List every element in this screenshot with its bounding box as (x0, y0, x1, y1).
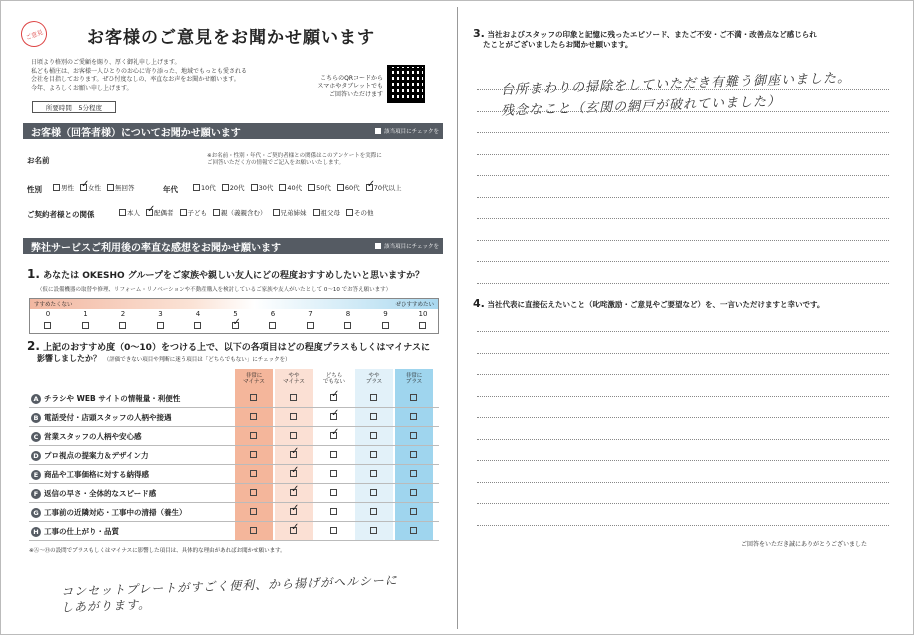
privacy-note (207, 153, 382, 167)
matrix-row-key: A (31, 394, 41, 404)
matrix-row-key: H (31, 527, 41, 537)
q1-sub: （仮に設備機器の取替や修理、リフォーム・リノベーションや不動産購入を検討しているご家族や友人がいたとして 0〜10 でお答え願います） (37, 287, 392, 293)
matrix-row-label (31, 393, 180, 404)
qr-caption-line: こちらのQRコードから (320, 75, 383, 82)
q3-number: 3. (473, 27, 485, 40)
answer-line[interactable] (477, 89, 889, 90)
nps-number: 10 (418, 310, 428, 318)
checkbox-icon[interactable] (222, 184, 229, 191)
relation-option[interactable] (346, 208, 374, 217)
q2-handwriting-line: しあがります。 (60, 597, 152, 615)
relation-option-label: 祖父母 (320, 209, 340, 217)
matrix-checkbox[interactable] (370, 508, 377, 515)
matrix-row-label (31, 507, 187, 518)
age-option-label: 60代 (344, 184, 360, 192)
answer-line[interactable] (477, 439, 889, 440)
nps-checkbox[interactable] (419, 322, 426, 329)
checkbox-icon[interactable] (80, 184, 87, 191)
matrix-row-label (31, 469, 149, 480)
matrix-checkbox[interactable] (250, 394, 257, 401)
matrix-row (29, 522, 439, 541)
section-title: お客様（回答者様）についてお聞かせ願います (31, 127, 241, 139)
matrix-checkbox[interactable] (330, 432, 337, 439)
matrix-column-header: 非常に プラス (405, 372, 423, 385)
matrix-checkbox[interactable] (250, 432, 257, 439)
matrix-checkbox[interactable] (410, 527, 417, 534)
matrix-row-text: 工事の仕上がり・品質 (44, 527, 119, 536)
nps-options (30, 309, 438, 335)
check-note-text: 該当項目にチェックを (384, 244, 439, 250)
checkbox-icon (375, 128, 381, 134)
matrix-row-text: 商品や工事価格に対する納得感 (44, 470, 149, 479)
intro-line: 今年、よろしくお願い申し上げます。 (31, 84, 133, 92)
answer-line[interactable] (477, 218, 889, 219)
age-option[interactable] (193, 183, 216, 192)
matrix-row (29, 389, 439, 408)
qr-caption (297, 75, 383, 99)
matrix-checkbox[interactable] (250, 413, 257, 420)
q2-number: 2. (27, 339, 40, 353)
center-divider (457, 7, 458, 629)
checkbox-icon[interactable] (213, 209, 220, 216)
matrix-row-text: 営業スタッフの人柄や安心感 (44, 432, 142, 441)
matrix-row-text: プロ視点の提案力＆デザイン力 (44, 451, 149, 460)
matrix-checkbox[interactable] (370, 451, 377, 458)
age-option[interactable] (366, 183, 402, 192)
q2-title-text: 上記のおすすめ度（0〜10）をつける上で、以下の各項目はどの程度プラスもしくはマイナスに (43, 343, 430, 353)
checkbox-icon[interactable] (337, 184, 344, 191)
matrix-checkbox[interactable] (410, 508, 417, 515)
qr-code-icon[interactable] (387, 65, 425, 103)
matrix-row (29, 503, 439, 522)
matrix-checkbox[interactable] (330, 451, 337, 458)
checkbox-icon (375, 243, 381, 249)
gender-option[interactable] (53, 183, 74, 192)
matrix-checkbox[interactable] (410, 413, 417, 420)
q4-title-text: 当社代表に直接伝えたいこと（叱咤激励・ご意見やご要望など）を、一言いただけますと幸いです。 (487, 300, 825, 309)
qr-caption-line: ご回答いただけます (328, 91, 383, 98)
nps-number: 1 (83, 310, 88, 318)
matrix-column-header: やや プラス (365, 372, 383, 385)
nps-number: 2 (120, 310, 126, 318)
matrix-checkbox[interactable] (250, 470, 257, 477)
privacy-note-line: ご回答いただく方の情報でご記入をお願いいたします。 (207, 160, 345, 166)
age-option[interactable] (251, 183, 274, 192)
relation-options (119, 208, 380, 217)
nps-checkbox[interactable] (269, 322, 276, 329)
age-option-label: 50代 (316, 184, 331, 192)
nps-checkbox[interactable] (82, 322, 89, 329)
q2-sub: （評価できない項目や判断に迷う項目は「どちらでもない」にチェックを） (103, 357, 291, 363)
age-option-label: 20代 (229, 184, 245, 192)
q2-handwriting-line: コンセットプレートがすごく便利、から揚げがへルシーに (60, 573, 399, 599)
matrix-checkbox[interactable] (370, 432, 377, 439)
matrix-row (29, 408, 439, 427)
nps-number: 6 (270, 310, 276, 318)
nps-checkbox[interactable] (194, 322, 201, 329)
q1-title-text: あなたは OKESHO グループをご家族や親しい友人にどの程度おすすめしたいと思いますか？ (43, 271, 425, 281)
matrix-row-key: E (31, 470, 41, 480)
nps-number: 4 (195, 310, 201, 318)
matrix-checkbox[interactable] (290, 394, 297, 401)
matrix-row (29, 484, 439, 503)
matrix-checkbox[interactable] (290, 451, 297, 458)
nps-left-label: すすめたくない (34, 302, 73, 308)
q1-number: 1. (27, 267, 40, 281)
matrix-row-key: C (31, 432, 41, 442)
age-option[interactable] (279, 183, 302, 192)
matrix-row-label (31, 412, 172, 423)
q3-handwriting-line: 台所まわりの掃除をしていただき有難う御座いました。 (500, 70, 852, 99)
matrix-checkbox[interactable] (250, 527, 257, 534)
section-title: 弊社サービスご利用後の率直な感想をお聞かせ願います (31, 242, 281, 254)
age-option-label: 40代 (287, 184, 303, 192)
relation-option[interactable] (119, 208, 140, 217)
answer-line[interactable] (477, 417, 889, 418)
section-feedback-header (23, 238, 443, 254)
answer-line[interactable] (477, 482, 889, 483)
stamp-seal: ご意見 (17, 17, 50, 50)
section-respondent-header (23, 123, 443, 139)
checkbox-icon[interactable] (53, 184, 60, 191)
intro-line: 私ども桶庄は、お客様一人ひとりのお心に寄り添った、地域でもっとも愛される (31, 67, 248, 75)
matrix-row (29, 465, 439, 484)
q3-handwriting-line: 残念なこと（玄関の網戸が破れていました） (500, 94, 782, 119)
q2-title-line2 (37, 353, 291, 364)
q4-number: 4. (473, 297, 485, 310)
age-label: 年代 (163, 185, 178, 194)
checkbox-icon[interactable] (251, 184, 258, 191)
matrix-checkbox[interactable] (370, 394, 377, 401)
relation-option-label: 本人 (127, 209, 140, 217)
nps-right-label: ぜひすすめたい (395, 302, 434, 308)
nps-number: 3 (158, 310, 163, 318)
relation-option[interactable] (273, 208, 307, 217)
q2-title (27, 339, 430, 353)
q3-title (473, 29, 893, 50)
q3-title-text: 当社およびスタッフの印象と記憶に残ったエピソード、またご不安・ご不満・改善点など感じられ (487, 30, 817, 39)
checkbox-icon[interactable] (313, 209, 320, 216)
matrix-row-text: 工事前の近隣対応・工事中の清掃（養生） (44, 508, 187, 517)
check-note-text: 該当項目にチェックを (384, 129, 439, 135)
matrix-checkbox[interactable] (290, 508, 297, 515)
matrix-checkbox[interactable] (290, 432, 297, 439)
matrix-row-label (31, 431, 142, 442)
check-note (375, 242, 439, 250)
matrix-checkbox[interactable] (250, 451, 257, 458)
nps-checkbox[interactable] (344, 322, 351, 329)
answer-line[interactable] (477, 331, 889, 332)
matrix-checkbox[interactable] (290, 470, 297, 477)
answer-line[interactable] (477, 525, 889, 526)
matrix-row (29, 427, 439, 446)
matrix-checkbox[interactable] (410, 470, 417, 477)
matrix-checkbox[interactable] (410, 489, 417, 496)
checkbox-icon[interactable] (273, 209, 280, 216)
answer-line[interactable] (477, 283, 889, 284)
matrix-checkbox[interactable] (290, 489, 297, 496)
answer-line[interactable] (477, 154, 889, 155)
checkbox-icon[interactable] (180, 209, 187, 216)
matrix-row-key: G (31, 508, 41, 518)
relation-option[interactable] (146, 208, 174, 217)
relation-option-label: 親（義親含む） (221, 209, 267, 217)
nps-gradient (30, 299, 438, 309)
answer-line[interactable] (477, 197, 889, 198)
answer-line[interactable] (477, 460, 889, 461)
matrix-row-key: B (31, 413, 41, 423)
matrix-column-header: どちら でもない (322, 372, 345, 385)
relation-option[interactable] (213, 208, 267, 217)
page-title: お客様のご意見をお聞かせ願います (87, 28, 375, 48)
matrix-row-text: 電話受付・店頭スタッフの人柄や接遇 (44, 413, 172, 422)
matrix-checkbox[interactable] (370, 527, 377, 534)
age-option[interactable] (308, 183, 331, 192)
matrix-checkbox[interactable] (250, 489, 257, 496)
matrix-row-text: 返信の早さ・全体的なスピード感 (44, 489, 157, 498)
nps-checkbox[interactable] (119, 322, 126, 329)
answer-line[interactable] (477, 240, 889, 241)
gender-label: 性別 (27, 185, 42, 194)
answer-line[interactable] (477, 175, 889, 176)
relation-label: ご契約者様との関係 (27, 210, 95, 219)
relation-option[interactable] (180, 208, 208, 217)
matrix-row-key: D (31, 451, 41, 461)
answer-line[interactable] (477, 374, 889, 375)
age-option-label: 30代 (258, 184, 274, 192)
age-options (193, 183, 407, 192)
name-label: お名前 (27, 156, 50, 165)
matrix-checkbox[interactable] (330, 413, 337, 420)
gender-option-label: 女性 (88, 184, 101, 192)
q1-title (27, 267, 424, 281)
privacy-note-line: ※お名前・性別・年代・ご契約者様との関係はこのアンケートを実際に (207, 153, 382, 159)
relation-option[interactable] (313, 208, 341, 217)
matrix-row-key: F (31, 489, 41, 499)
thanks-text: ご回答をいただき誠にありがとうございました (741, 541, 868, 548)
nps-number: 0 (45, 310, 51, 318)
intro-line: 日頃より格別のご愛顧を賜り、厚く御礼申し上げます。 (31, 59, 181, 66)
checkbox-icon[interactable] (346, 209, 353, 216)
gender-option-label: 男性 (61, 184, 74, 192)
matrix-column-header: やや マイナス (283, 372, 305, 385)
matrix-checkbox[interactable] (370, 413, 377, 420)
nps-checkbox[interactable] (232, 322, 239, 329)
answer-line[interactable] (477, 132, 889, 133)
relation-option-label: 子ども (187, 209, 207, 217)
matrix-row-label (31, 488, 156, 499)
nps-scale (29, 298, 439, 334)
nps-number: 9 (383, 310, 388, 318)
age-option-label: 70代以上 (373, 184, 402, 192)
nps-number: 8 (345, 310, 351, 318)
checkbox-icon[interactable] (107, 184, 114, 191)
time-required: 所要時間 5分程度 (32, 101, 116, 113)
matrix-checkbox[interactable] (370, 489, 377, 496)
intro-line: 会社を目指しております。ぜひ忖度なしの、率直なお声をお聞かせ願います。 (31, 76, 240, 83)
answer-line[interactable] (477, 396, 889, 397)
matrix-row (29, 446, 439, 465)
nps-number: 5 (233, 310, 238, 318)
matrix-column-header: 非常に マイナス (243, 372, 265, 385)
matrix-row-text: チラシや WEB サイトの情報量・利便性 (44, 394, 181, 403)
relation-option-label: 兄弟姉妹 (280, 209, 307, 217)
gender-option[interactable] (80, 183, 101, 192)
relation-option-label: 配偶者 (154, 209, 174, 217)
nps-number: 7 (308, 310, 313, 318)
matrix-checkbox[interactable] (410, 451, 417, 458)
matrix-checkbox[interactable] (290, 527, 297, 534)
q4-title (473, 299, 893, 310)
matrix-row-label (31, 526, 119, 537)
matrix-checkbox[interactable] (410, 394, 417, 401)
age-option[interactable] (337, 183, 360, 192)
matrix-checkbox[interactable] (330, 489, 337, 496)
answer-line[interactable] (477, 111, 889, 112)
matrix-checkbox[interactable] (290, 413, 297, 420)
matrix-checkbox[interactable] (330, 394, 337, 401)
checkbox-icon[interactable] (366, 184, 373, 191)
matrix-note: ※Ⓐ〜Ⓗの設問でプラスもしくはマイナスに影響した項目は、具体的な理由があればお聞かせ願います。 (29, 548, 286, 554)
age-option-label: 10代 (201, 184, 216, 192)
checkbox-icon[interactable] (308, 184, 315, 191)
gender-option-label: 無回答 (115, 184, 135, 192)
gender-option[interactable] (107, 183, 135, 192)
matrix-checkbox[interactable] (330, 527, 337, 534)
checkbox-icon[interactable] (119, 209, 126, 216)
intro-text (31, 59, 301, 93)
nps-checkbox[interactable] (157, 322, 164, 329)
checkbox-icon[interactable] (193, 184, 200, 191)
qr-caption-line: スマホやタブレットでも (317, 83, 383, 90)
matrix-checkbox[interactable] (370, 470, 377, 477)
matrix-checkbox[interactable] (410, 432, 417, 439)
answer-line[interactable] (477, 503, 889, 504)
checkbox-icon[interactable] (279, 184, 286, 191)
answer-line[interactable] (477, 261, 889, 262)
matrix-checkbox[interactable] (250, 508, 257, 515)
check-note (375, 127, 439, 135)
answer-line[interactable] (477, 353, 889, 354)
q3-title-text2: たことがございましたらお聞かせ願います。 (483, 40, 633, 49)
matrix-checkbox[interactable] (330, 470, 337, 477)
nps-checkbox[interactable] (307, 322, 314, 329)
gender-options (53, 183, 141, 192)
nps-checkbox[interactable] (44, 322, 51, 329)
matrix-checkbox[interactable] (330, 508, 337, 515)
relation-option-label: その他 (354, 209, 374, 217)
q2-title-text2: 影響しましたか？ (37, 354, 101, 363)
matrix-row-label (31, 450, 148, 461)
nps-checkbox[interactable] (382, 322, 389, 329)
checkbox-icon[interactable] (146, 209, 153, 216)
age-option[interactable] (222, 183, 245, 192)
